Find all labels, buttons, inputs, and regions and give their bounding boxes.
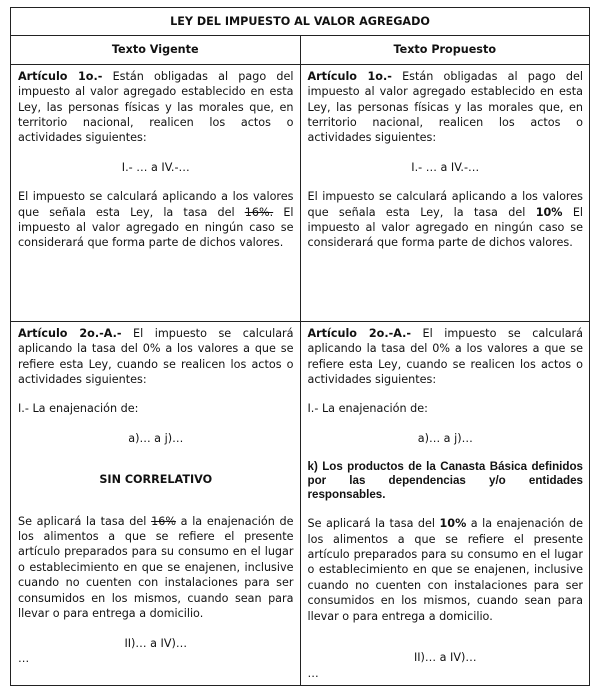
article-1-proposed bbox=[300, 64, 590, 321]
article-2a-proposed bbox=[300, 321, 590, 685]
article-1-rate-paragraph: El impuesto se calculará aplicando a los valores que señala esta Ley, la tasa del 10% El impuesto al valor agregado en ningún caso se considerará que forma parte de dichos valores. bbox=[307, 190, 583, 250]
proposed-rate: 10% bbox=[439, 517, 467, 531]
fraction-i: I.- La enajenación de: bbox=[307, 402, 428, 416]
article-1-intro: Artículo 1o.- Están obligadas al pago del impuesto al valor agregado establecido en esta Ley, las personas físicas y las morales que, en territorio nacional, realicen los actos o actividades siguientes: bbox=[18, 69, 294, 145]
fraction-ii-iv: II)… a IV)… bbox=[124, 636, 188, 650]
fraction-i: I.- La enajenación de: bbox=[18, 402, 139, 416]
article-2a-rate-paragraph: Se aplicará la tasa del 10% a la enajenación de los alimentos a que se refiere el presente artículo preparados para su consumo en el lugar o establecimiento en que se enajenen, inclusive cuando no cuenten con instalaciones para ser consumidos en los mismos, cuando sean para llevar o para entrega a domicilio. bbox=[307, 517, 583, 623]
article-1-fractions: I.- … a IV.-… bbox=[121, 160, 190, 174]
article-2a-intro: Artículo 2o.-A.- El impuesto se calculará aplicando la tasa del 0% a los valores a que se refiere esta Ley, cuando se realicen los actos o actividades siguientes: bbox=[307, 326, 584, 387]
header-current-text: Texto Vigente bbox=[11, 36, 301, 64]
article-2a-current bbox=[11, 321, 301, 685]
article-1-rate-paragraph: El impuesto se calculará aplicando a los valores que señala esta Ley, la tasa del 16%. El impuesto al valor agregado en ningún caso se considerará que forma parte de dichos valores. bbox=[18, 190, 294, 250]
article-2a-label: Artículo 2o.-A.- bbox=[307, 326, 411, 340]
article-2a-rate-paragraph: Se aplicará la tasa del 16% a la enajenación de los alimentos a que se refiere el presente artículo preparados para su consumo en el lugar o establecimiento en que se enajenen, inclusive cuando no cuenten con instalaciones para ser consumidos en los mismos, cuando sean para llevar o para entrega a domicilio. bbox=[18, 514, 294, 621]
header-proposed-text: Texto Propuesto bbox=[300, 36, 590, 64]
sin-correlativo: SIN CORRELATIVO bbox=[99, 473, 213, 487]
comparison-table bbox=[10, 7, 590, 686]
article-1-label: Artículo 1o.- bbox=[307, 69, 392, 83]
law-comparison-document bbox=[10, 7, 590, 686]
article-1-intro: Artículo 1o.- Están obligadas al pago del impuesto al valor agregado establecido en esta Ley, las personas físicas y las morales que, en territorio nacional, realicen los actos o actividades siguientes: bbox=[307, 69, 583, 145]
new-inciso-k: k) Los productos de la Canasta Básica definidos por las dependencias y/o entidades responsables. bbox=[307, 460, 583, 502]
struck-rate: 16%. bbox=[244, 205, 274, 219]
article-1-fractions: I.- … a IV.-… bbox=[411, 160, 480, 174]
article-2a-intro: Artículo 2o.-A.- El impuesto se calculará aplicando la tasa del 0% a los valores a que se refiere esta Ley, cuando se realicen los actos o actividades siguientes: bbox=[18, 326, 294, 387]
article-2a-label: Artículo 2o.-A.- bbox=[18, 326, 122, 340]
article-1-current bbox=[11, 64, 301, 321]
struck-rate: 16% bbox=[151, 514, 176, 528]
article-1-label: Artículo 1o.- bbox=[18, 69, 103, 83]
trailing-ellipsis: … bbox=[18, 651, 30, 665]
fraction-ii-iv: II)… a IV)… bbox=[413, 651, 477, 665]
incisos: a)… a j)… bbox=[417, 431, 473, 445]
incisos: a)… a j)… bbox=[128, 431, 184, 445]
trailing-ellipsis: … bbox=[307, 666, 319, 680]
proposed-rate: 10% bbox=[535, 205, 563, 219]
document-title: LEY DEL IMPUESTO AL VALOR AGREGADO bbox=[11, 8, 590, 36]
